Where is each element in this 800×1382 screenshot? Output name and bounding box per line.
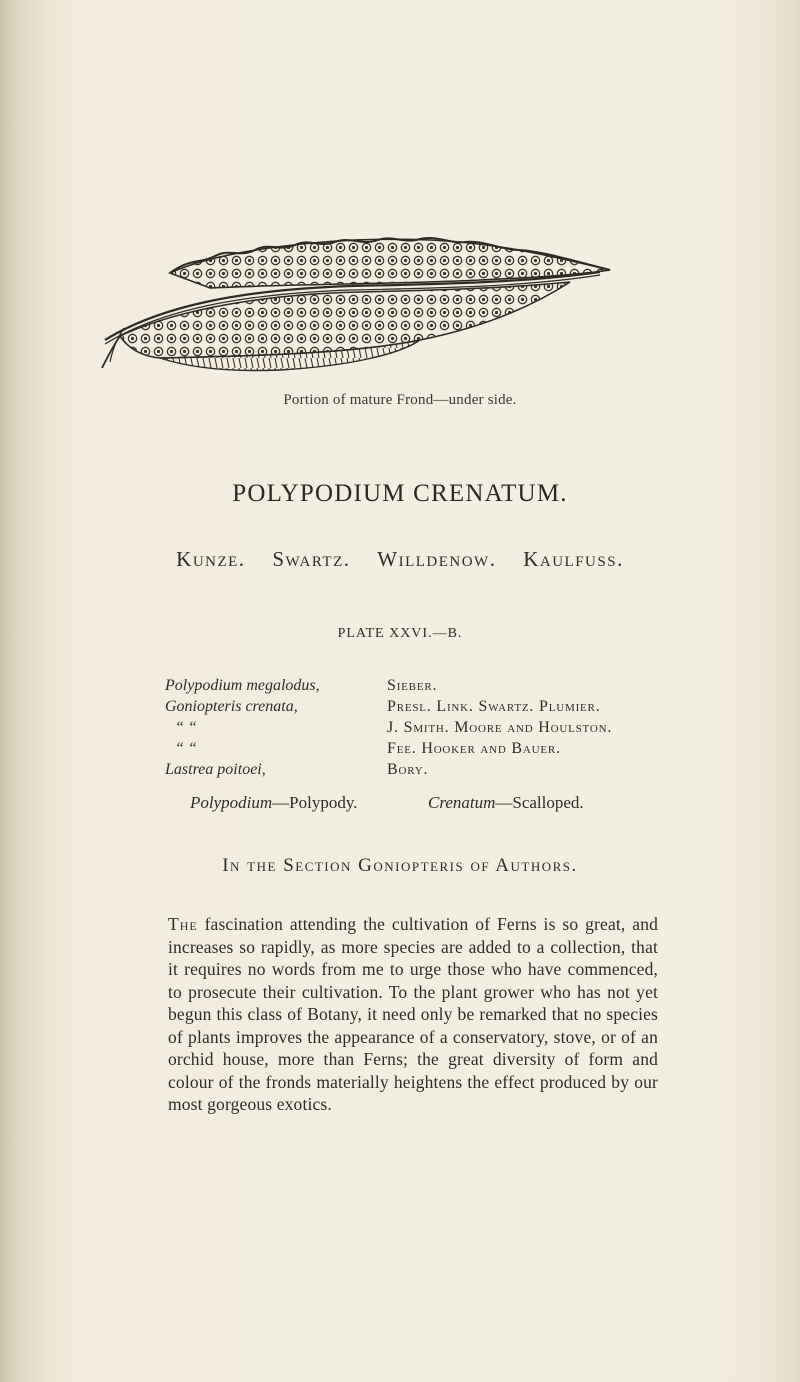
author-name: Willdenow. [377,547,497,571]
genus-meaning: —Polypody. [272,793,358,812]
etymology-species [428,793,584,813]
authors-line [0,547,800,572]
species-term: Crenatum [428,793,496,812]
paragraph-text: fascination attending the cultivation of Ferns is so great, and increases so rapidly, as more species are added to a collection, that it requires no words from me to urge those who have commenced, to prosecute their cultivation. To the plant grower who has not yet begun this class of Botany, it need only be remarked that no species of plants improves the appearance of a conservatory, stove, or of an orchid house, more than Ferns; the great diversity of form and colour of the fronds materially heightens the effect produced by our most gorgeous exotics. [168,914,658,1114]
synonym-name: Goniopteris crenata, [165,698,298,715]
synonym-authority: Sieber. [387,677,438,694]
author-name: Swartz. [272,547,351,571]
etymology-genus [190,793,357,813]
figure-caption: Portion of mature Frond—under side. [283,392,517,408]
page-title: POLYPODIUM CRENATUM. [232,480,568,507]
synonym-name: “ “ [175,719,197,736]
author-name: Kaulfuss. [523,547,624,571]
synonym-row [165,675,765,696]
synonym-authority: Bory. [387,761,429,778]
plate-number: PLATE XXVI.—B. [337,626,463,641]
synonym-name: Lastrea poitoei, [165,761,266,778]
synonym-row [165,696,765,717]
synonym-row [165,717,765,738]
synonym-authority: Fee. Hooker and Bauer. [387,740,561,757]
section-heading: In the Section Goniopteris of Authors. [222,855,578,876]
synonym-row [165,738,765,759]
genus-term: Polypodium [190,793,273,812]
author-name: Kunze. [176,547,246,571]
synonym-authority: Presl. Link. Swartz. Plumier. [387,698,601,715]
paragraph-lead: The [168,914,198,934]
synonym-name: Polypodium megalodus, [165,677,320,694]
body-paragraph [168,913,658,1116]
synonyms-table [165,675,765,780]
synonym-row [165,759,765,780]
synonym-authority: J. Smith. Moore and Houlston. [387,719,613,736]
species-meaning: —Scalloped. [495,793,584,812]
fern-frond-illustration [100,228,620,373]
synonym-name: “ “ [175,740,197,757]
